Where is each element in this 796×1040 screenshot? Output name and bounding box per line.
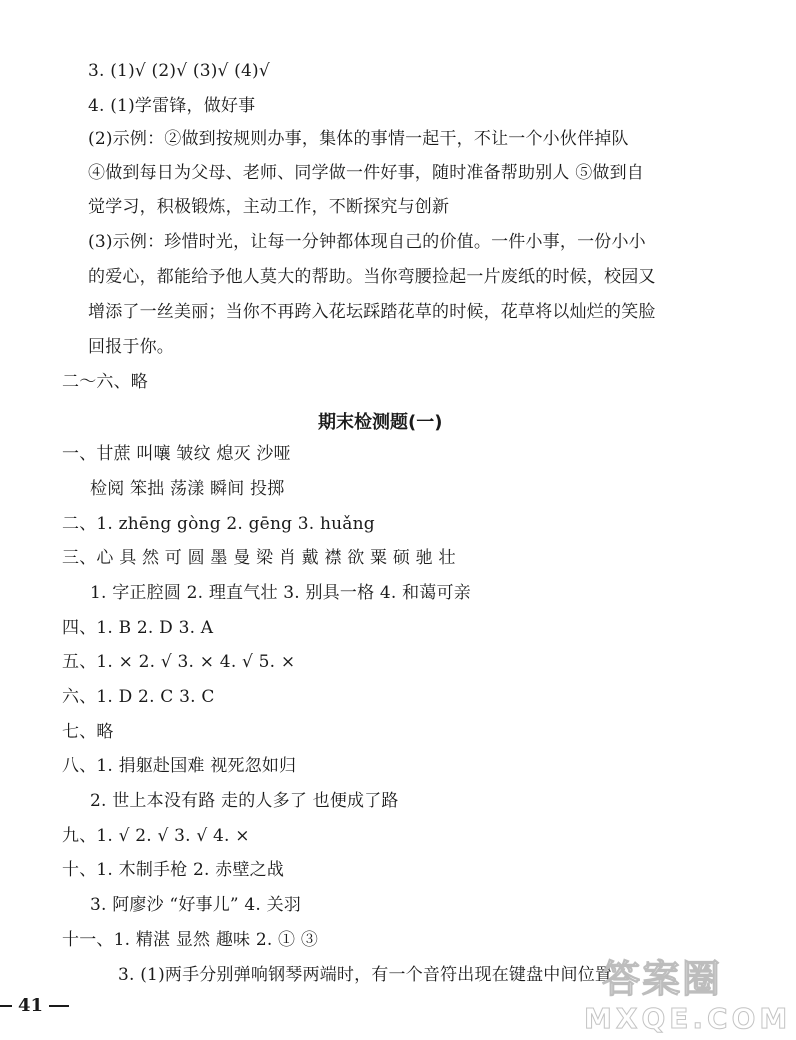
answer-line: 二、1. zhēng gòng 2. gēng 3. huǎng: [62, 514, 375, 534]
answer-line: 八、1. 捐躯赴国难 视死忽如归: [62, 756, 297, 776]
page-number-dash: [0, 1005, 12, 1007]
page-number-text: 41: [18, 995, 44, 1016]
answer-line: 九、1. √ 2. √ 3. √ 4. ×: [62, 826, 250, 846]
answer-line: 六、1. D 2. C 3. C: [62, 687, 215, 707]
answer-line: 的爱心，都能给予他人莫大的帮助。当你弯腰捡起一片废纸的时候，校园又: [88, 267, 656, 287]
answer-line: 1. 字正腔圆 2. 理直气壮 3. 别具一格 4. 和蔼可亲: [90, 583, 471, 603]
watermark: [584, 940, 792, 1040]
answer-line: 增添了一丝美丽；当你不再跨入花坛踩踏花草的时候，花草将以灿烂的笑脸: [88, 302, 656, 322]
answer-line: 四、1. B 2. D 3. A: [62, 618, 214, 638]
watermark-logo-text: 答案圈: [602, 957, 723, 1001]
answer-line: 一、甘蔗 叫嚷 皱纹 熄灭 沙哑: [62, 444, 291, 464]
answer-line: 4. (1)学雷锋，做好事: [88, 96, 256, 116]
answer-line: (3)示例：珍惜时光，让每一分钟都体现自己的价值。一件小事，一份小小: [88, 232, 646, 252]
answer-line: ④做到每日为父母、老师、同学做一件好事，随时准备帮助别人 ⑤做到自: [88, 163, 645, 183]
section-title: 期末检测题(一): [318, 412, 443, 433]
answer-line: 七、略: [62, 722, 114, 742]
answer-line: (2)示例：②做到按规则办事，集体的事情一起干，不让一个小伙伴掉队: [88, 129, 629, 149]
answer-line: 3. (1)两手分别弹响钢琴两端时，有一个音符出现在键盘中间位置: [118, 965, 613, 985]
answer-line: 检阅 笨拙 荡漾 瞬间 投掷: [90, 479, 285, 499]
watermark-url-text: MXQE.COM: [584, 1002, 792, 1035]
page-number: [0, 995, 69, 1016]
answer-line: 3. 阿廖沙 “好事儿” 4. 关羽: [90, 895, 302, 915]
answer-line: 十一、1. 精湛 显然 趣味 2. ① ③: [62, 930, 319, 950]
answer-line: 2. 世上本没有路 走的人多了 也便成了路: [90, 791, 399, 811]
answer-line: 回报于你。: [88, 337, 174, 357]
answer-line: 觉学习，积极锻炼，主动工作，不断探究与创新: [88, 197, 450, 217]
page-number-dash: [49, 1005, 69, 1007]
answer-line: 3. (1)√ (2)√ (3)√ (4)√: [88, 61, 270, 81]
answer-line: 三、心 具 然 可 圆 墨 曼 梁 肖 戴 襟 欲 粟 硕 驰 壮: [62, 548, 456, 568]
answer-line: 十、1. 木制手枪 2. 赤壁之战: [62, 860, 285, 880]
answer-line: 二～六、略: [62, 372, 148, 392]
answer-line: 五、1. × 2. √ 3. × 4. √ 5. ×: [62, 652, 296, 672]
